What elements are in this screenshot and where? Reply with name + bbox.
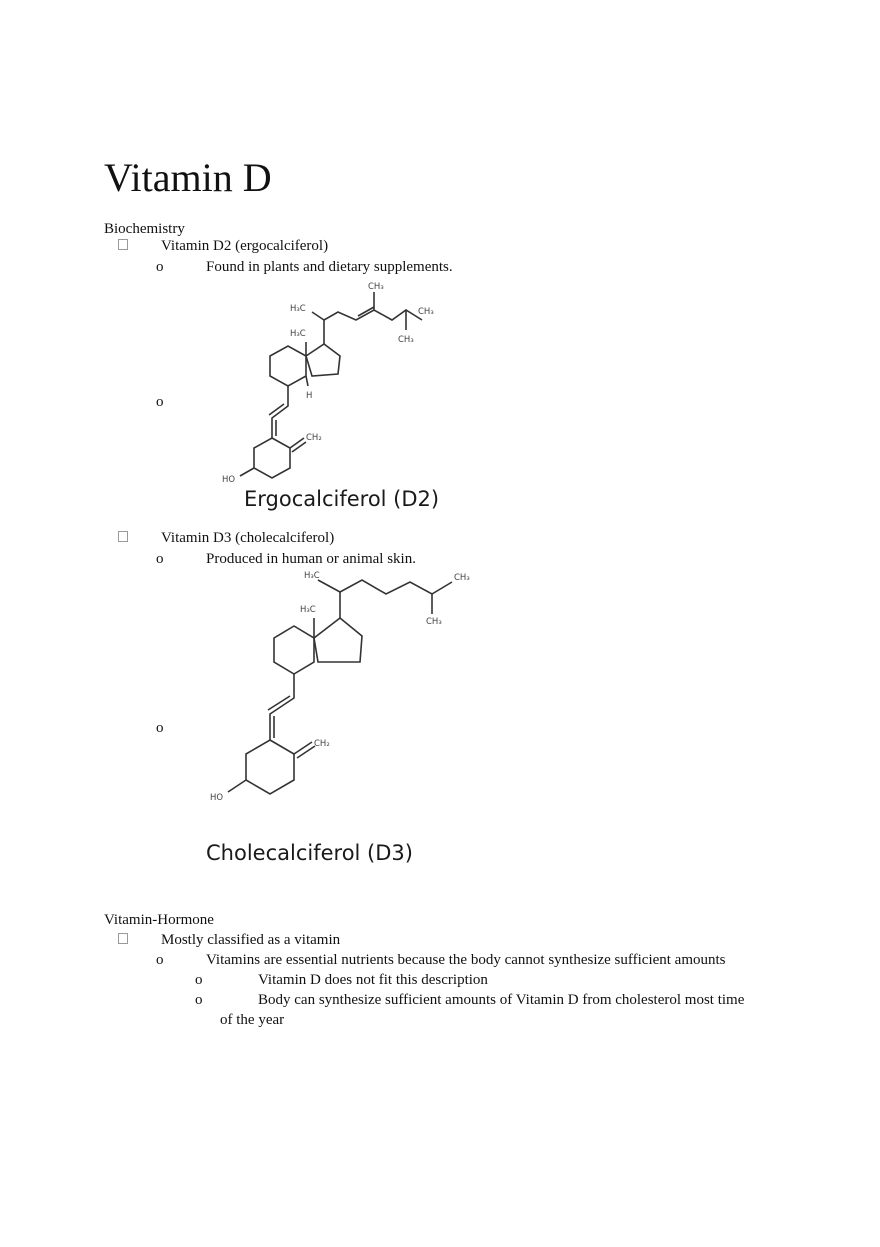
section-heading-vitamin-hormone: Vitamin-Hormone [104,912,214,928]
o-bullet: o [156,551,164,567]
atom-ch2-label: CH₂ [314,739,330,749]
page-title: Vitamin D [104,155,272,200]
d3-figure-caption: Cholecalciferol (D3) [206,841,413,865]
box-bullet [118,239,128,250]
vh-sub-a: Vitamin D does not fit this description [258,972,488,988]
atom-h3c-label: H₃C [290,329,306,339]
ring-d [306,344,340,376]
side-chain [340,580,452,618]
atom-ch3-label: CH₃ [426,617,442,627]
o-bullet: o [156,394,164,410]
o-bullet: o [156,952,164,968]
ring-c [270,346,306,386]
atom-ho-label: HO [210,793,224,803]
cholecalciferol-structure [200,566,496,874]
atom-ch2-label: CH₂ [306,433,322,443]
o-bullet: o [195,992,203,1008]
atom-ch3-label: CH₃ [454,573,470,583]
vh-sub-b-line1: Body can synthesize sufficient amounts of Vitamin D from cholesterol most time [258,992,745,1008]
d2-note: Found in plants and dietary supplements. [206,259,453,275]
d3-note: Produced in human or animal skin. [206,551,416,567]
section-heading-biochemistry: Biochemistry [104,221,185,237]
ergocalciferol-structure [208,276,464,516]
atom-h-label: H [306,391,313,401]
atom-ch3-label: CH₃ [368,282,384,292]
ring-c [274,626,314,674]
o-bullet: o [156,720,164,736]
vh-item: Mostly classified as a vitamin [161,932,341,948]
atom-ch3-label: CH₃ [398,335,414,345]
d2-label: Vitamin D2 (ergocalciferol) [161,238,329,254]
o-bullet: o [195,972,203,988]
d3-label: Vitamin D3 (cholecalciferol) [161,530,335,546]
box-bullet [118,531,128,542]
ring-d [314,618,362,662]
atom-ho-label: HO [222,475,236,485]
d2-figure-caption: Ergocalciferol (D2) [244,487,440,511]
atom-h3c-label: H₃C [300,605,316,615]
ring-a [254,438,290,478]
atom-ch3-label: CH₃ [418,307,434,317]
ring-a [246,740,294,794]
atom-h3c-label: H₃C [304,571,320,581]
o-bullet: o [156,259,164,275]
atom-h3c-label: H₃C [290,304,306,314]
vh-sub: Vitamins are essential nutrients because the body cannot synthesize sufficient amounts [206,952,726,968]
vh-sub-b-line2: of the year [220,1012,285,1028]
box-bullet [118,933,128,944]
